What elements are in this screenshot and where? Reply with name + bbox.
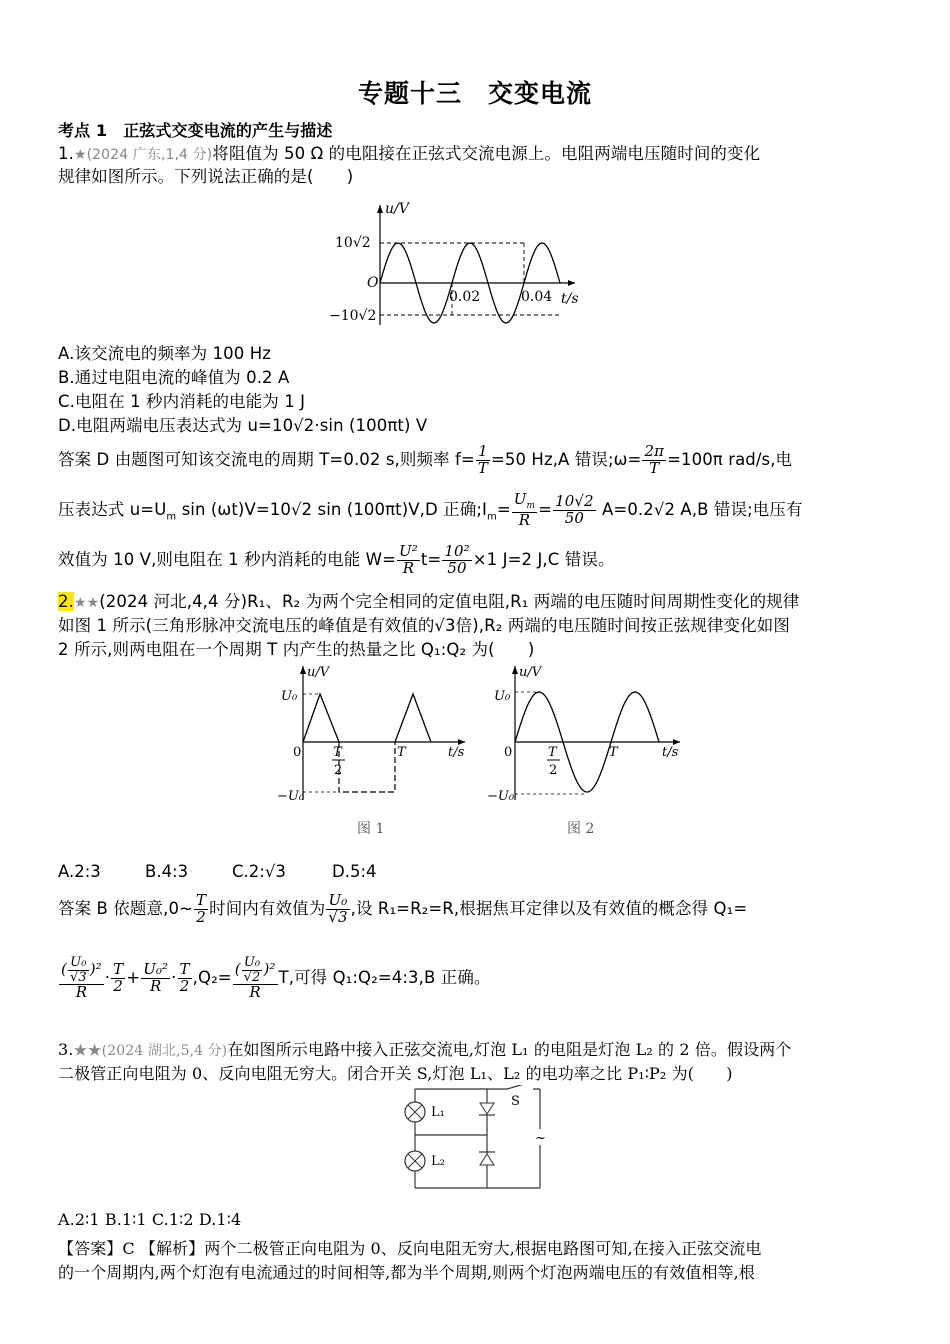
q1-t1-label: 0.02 xyxy=(449,289,481,305)
frac-2pi-over-T: $\frac{2\pi}{T}$ xyxy=(644,442,665,477)
q1-voltage-graph xyxy=(325,195,595,330)
q2-stem-line3: 2 所示,则两电阻在一个周期 T 内产生的热量之比 Q₁:Q₂ 为( ) xyxy=(58,640,535,659)
q2-number: 2. xyxy=(58,592,74,611)
svg-text:2: 2 xyxy=(334,763,343,778)
frac-Um-over-R: $\frac{U_m}{R}$ xyxy=(513,490,536,529)
lamp-l1-icon xyxy=(405,1102,425,1122)
svg-text:T: T xyxy=(548,745,557,760)
svg-text:U₀: U₀ xyxy=(281,689,298,704)
q1-ymin-label: −10√2 xyxy=(329,308,377,324)
q1-option-c[interactable]: C.电阻在 1 秒内消耗的电能为 1 J xyxy=(58,392,306,411)
q3-options[interactable]: A.2∶1 B.1∶1 C.1∶2 D.1∶4 xyxy=(58,1210,242,1229)
svg-text:0: 0 xyxy=(293,745,302,760)
q1-t2-label: 0.04 xyxy=(521,289,553,305)
q1-stem-line2: 规律如图所示。下列说法正确的是( ) xyxy=(58,167,354,186)
q2-graphs xyxy=(275,660,695,840)
page-title: 专题十三 交变电流 xyxy=(357,79,592,108)
frac-U2-over-R: $\frac{\text{U²}}{R}$ xyxy=(399,542,418,577)
ac-source-icon xyxy=(534,1129,546,1146)
svg-text:u/V: u/V xyxy=(519,665,542,680)
svg-text:u/V: u/V xyxy=(307,665,330,680)
q2-source: (2024 河北,4,4 分) xyxy=(99,592,248,611)
svg-text:0: 0 xyxy=(504,745,513,760)
q1-source: (2024 广东,1,4 分) xyxy=(86,147,213,163)
q1-ymax-label: 10√2 xyxy=(335,235,371,251)
svg-text:~: ~ xyxy=(535,1131,546,1146)
q1-stem-line1: 1.★(2024 广东,1,4 分)将阻值为 50 Ω 的电阻接在正弦式交流电源上。电阻两端电压随时间的变化 xyxy=(58,144,761,163)
q1-option-b[interactable]: B.通过电阻电流的峰值为 0.2 A xyxy=(58,368,290,387)
frac-102-over-50: $\frac{\text{10²}}{50}$ xyxy=(444,542,470,577)
q2-figure-2 xyxy=(487,665,680,837)
switch-s-icon xyxy=(507,1085,533,1093)
svg-text:t/s: t/s xyxy=(662,745,679,760)
q2-fig1-negative-segment xyxy=(339,742,395,792)
q2-option-c[interactable]: C.2:√3 xyxy=(232,862,286,881)
q1-answer-line2: 压表达式 $u=U_m$ sin (ωt)V=10√2 sin (100πt)V,D 正确$;I_m=$ $\frac{U_m}{R}$ = $\frac{10√2}{50}$ A=0.2√2 A,B 错误;电压有 xyxy=(58,490,803,529)
q1-difficulty-icon: ★ xyxy=(73,147,87,163)
q1-ylabel: u/V xyxy=(385,201,409,217)
q2-fig1-triangle-2 xyxy=(395,694,431,742)
svg-text:−U₀: −U₀ xyxy=(277,789,305,804)
svg-text:t/s: t/s xyxy=(448,745,465,760)
q2-difficulty-icon: ★★ xyxy=(73,595,100,611)
svg-text:U₀: U₀ xyxy=(494,689,511,704)
lamp-l2-icon xyxy=(405,1151,425,1171)
q1-origin: O xyxy=(367,275,379,291)
q3-answer-line1: 【答案】C 【解析】两个二极管正向电阻为 0、反向电阻无穷大,根据电路图可知,在接入正弦交流电 xyxy=(58,1239,762,1258)
q2-figure-1 xyxy=(277,665,465,837)
label-L1: L₁ xyxy=(431,1105,445,1120)
svg-text:2: 2 xyxy=(549,763,558,778)
q1-answer-line3: 效值为 10 V,则电阻在 1 秒内消耗的电能 W= $\frac{\text{U²}}{R}$ t= $\frac{\text{10²}}{50}$ ×1 J=2 J,C 错误。 xyxy=(58,542,615,577)
q3-answer-line2: 的一个周期内,两个灯泡有电流通过的时间相等,都为半个周期,则两个灯泡两端电压的有效值相等,根 xyxy=(58,1263,755,1282)
q2-answer-line1: 答案 B 依题意,0~ $\frac{T}{2}$ 时间内有效值为 $\frac{\text{U₀}}{√3}$ ,设 R₁=R₂=R,根据焦耳定律以及有效值的概念得 Q₁= xyxy=(58,891,748,926)
svg-text:T: T xyxy=(609,745,618,760)
svg-text:−U₀: −U₀ xyxy=(487,789,515,804)
q2-fig1-triangle-1 xyxy=(303,694,339,742)
label-S: S xyxy=(511,1094,520,1109)
q2-option-b[interactable]: B.4:3 xyxy=(145,862,189,881)
q1-answer-line1: 答案 D 由题图可知该交流电的周期 T=0.02 s,则频率 f= $\frac{1}{T}$ =50 Hz,A 错误;ω= $\frac{2\pi}{T}$ =100π rad/s,电 xyxy=(58,442,793,477)
q3-number: 3. xyxy=(58,1040,74,1059)
q2-stem-line1: 2.★★(2024 河北,4,4 分)R₁、R₂ 为两个完全相同的定值电阻,R₁ 两端的电压随时间周期性变化的规律 xyxy=(58,592,800,611)
q2-fig2-caption: 图 2 xyxy=(567,821,595,837)
q3-stem-line2: 二极管正向电阻为 0、反向电阻无穷大。闭合开关 S,灯泡 L₁、L₂ 的电功率之比 P₁∶P₂ 为( ) xyxy=(58,1064,733,1083)
q3-stem-line1: 3.★★(2024 湖北,5,4 分)在如图所示电路中接入正弦交流电,灯泡 L₁ 的电阻是灯泡 L₂ 的 2 倍。假设两个 xyxy=(58,1040,792,1059)
frac-1-over-T: $\frac{1}{T}$ xyxy=(477,442,488,477)
q3-source: (2024 湖北,5,4 分) xyxy=(101,1043,228,1059)
q2-stem-line2: 如图 1 所示(三角形脉冲交流电压的峰值是有效值的√3倍),R₂ 两端的电压随时间按正弦规律变化如图 xyxy=(58,616,790,635)
diode-lower-icon xyxy=(479,1152,495,1165)
section-heading: 考点 1 正弦式交变电流的产生与描述 xyxy=(58,121,333,140)
label-L2: L₂ xyxy=(431,1154,445,1169)
q3-circuit-diagram xyxy=(395,1085,555,1195)
q2-option-d[interactable]: D.5:4 xyxy=(332,862,377,881)
frac-10r2-over-50: $\frac{10√2}{50}$ xyxy=(555,492,594,527)
q1-option-a[interactable]: A.该交流电的频率为 100 Hz xyxy=(58,344,271,363)
diode-upper-icon xyxy=(479,1103,495,1115)
svg-text:T: T xyxy=(397,745,406,760)
q2-option-a[interactable]: A.2:3 xyxy=(58,862,101,881)
q1-xlabel: t/s xyxy=(561,291,579,307)
q2-fig1-caption: 图 1 xyxy=(357,821,385,837)
svg-text:T: T xyxy=(333,745,342,760)
q2-answer-line2: ( $\frac{\text{U₀}}{√3}$ )² R · $\frac{T}{2}$ + $\frac{\text{U₀²}}{R}$ · $\frac{T}{2}$ ,Q₂= ( $\frac{\text{U₀}}{√2}$ )² R T,可得 Q₁:Q₂=4:3,B 正确。 xyxy=(61,954,491,1002)
q3-difficulty-icon: ★★ xyxy=(73,1043,102,1059)
q1-option-d[interactable]: D.电阻两端电压表达式为 u=10√2·sin (100πt) V xyxy=(58,416,428,435)
q1-number: 1. xyxy=(58,144,74,163)
